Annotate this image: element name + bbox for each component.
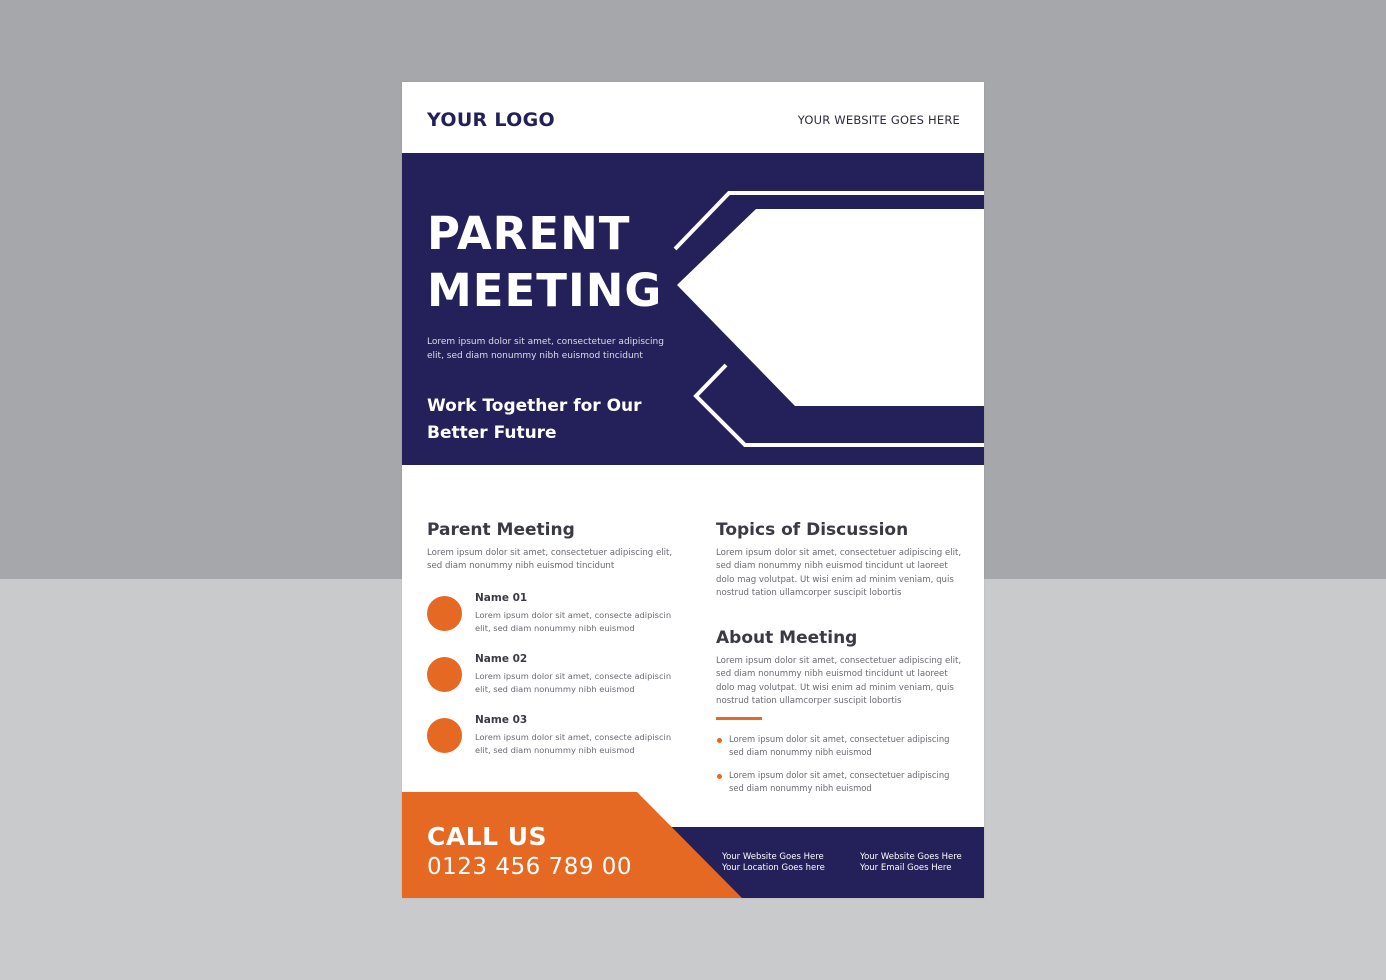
logo-text: YOUR LOGO <box>427 109 555 131</box>
bullet-text: Lorem ipsum dolor sit amet, consectetuer adipiscing sed diam nonummy nibh euismod <box>729 770 950 793</box>
person-avatar-circle <box>427 596 462 631</box>
about-section <box>716 628 964 709</box>
phone-number: 0123 456 789 00 <box>427 854 633 880</box>
footer-website: Your Website Goes Here <box>722 852 824 862</box>
hero-title-line-1: PARENT <box>427 207 631 260</box>
person-item <box>427 714 682 758</box>
person-item <box>427 653 682 697</box>
about-description: Lorem ipsum dolor sit amet, consectetuer adipiscing elit, sed diam nonummy nibh euismod tincidunt ut laoreet dolo mag volutpat. Ut wisi enim ad minim veniam, quis nostrud tation ullamcorper suscipit lobortis <box>716 656 962 707</box>
right-column <box>716 520 964 793</box>
footer-location: Your Location Goes here <box>722 863 825 873</box>
person-avatar-circle <box>427 718 462 753</box>
footer-website: Your Website Goes Here <box>860 852 962 862</box>
parent-meeting-heading: Parent Meeting <box>427 520 575 540</box>
topics-heading: Topics of Discussion <box>716 520 909 540</box>
call-us-label: CALL US <box>427 822 548 851</box>
person-avatar-circle <box>427 657 462 692</box>
person-name: Name 03 <box>475 714 528 726</box>
hero-tagline: Work Together for Our Better Future <box>427 396 642 443</box>
footer-contact-left <box>722 852 825 874</box>
orange-divider <box>716 717 762 720</box>
hero-description: Lorem ipsum dolor sit amet, consectetuer adipiscing elit, sed diam nonummy nibh euismod tincidunt <box>427 337 664 361</box>
hero-banner <box>402 153 984 465</box>
bullet-text: Lorem ipsum dolor sit amet, consectetuer adipiscing sed diam nonummy nibh euismod <box>729 734 950 757</box>
footer <box>402 792 984 898</box>
website-text: YOUR WEBSITE GOES HERE <box>797 113 960 127</box>
person-name: Name 01 <box>475 592 528 604</box>
about-heading: About Meeting <box>716 628 858 648</box>
parent-meeting-description: Lorem ipsum dolor sit amet, consectetuer adipiscing elit, sed diam nonummy nibh euismod tincidunt <box>427 548 673 572</box>
person-item <box>427 592 682 636</box>
bullet-dot-icon <box>717 738 722 743</box>
bullet-dot-icon <box>717 774 722 779</box>
footer-email: Your Email Goes Here <box>860 863 952 873</box>
person-description: Lorem ipsum dolor sit amet, consecte adipiscin elit, sed diam nonummy nibh euismod <box>475 610 672 633</box>
topics-description: Lorem ipsum dolor sit amet, consectetuer adipiscing elit, sed diam nonummy nibh euismod tincidunt ut laoreet dolo mag volutpat. Ut wisi enim ad minim veniam, quis nostrud tation ullamcorper suscipit lobortis <box>716 548 962 599</box>
hero-title <box>427 205 662 319</box>
person-description: Lorem ipsum dolor sit amet, consecte adipiscin elit, sed diam nonummy nibh euismod <box>475 732 672 755</box>
flyer-page <box>402 82 984 898</box>
person-name: Name 02 <box>475 653 528 665</box>
left-column <box>427 520 682 755</box>
person-description: Lorem ipsum dolor sit amet, consecte adipiscin elit, sed diam nonummy nibh euismod <box>475 671 672 694</box>
footer-contact-right <box>860 852 962 874</box>
image-placeholder <box>677 209 984 406</box>
hero-title-line-2: MEETING <box>427 264 663 317</box>
